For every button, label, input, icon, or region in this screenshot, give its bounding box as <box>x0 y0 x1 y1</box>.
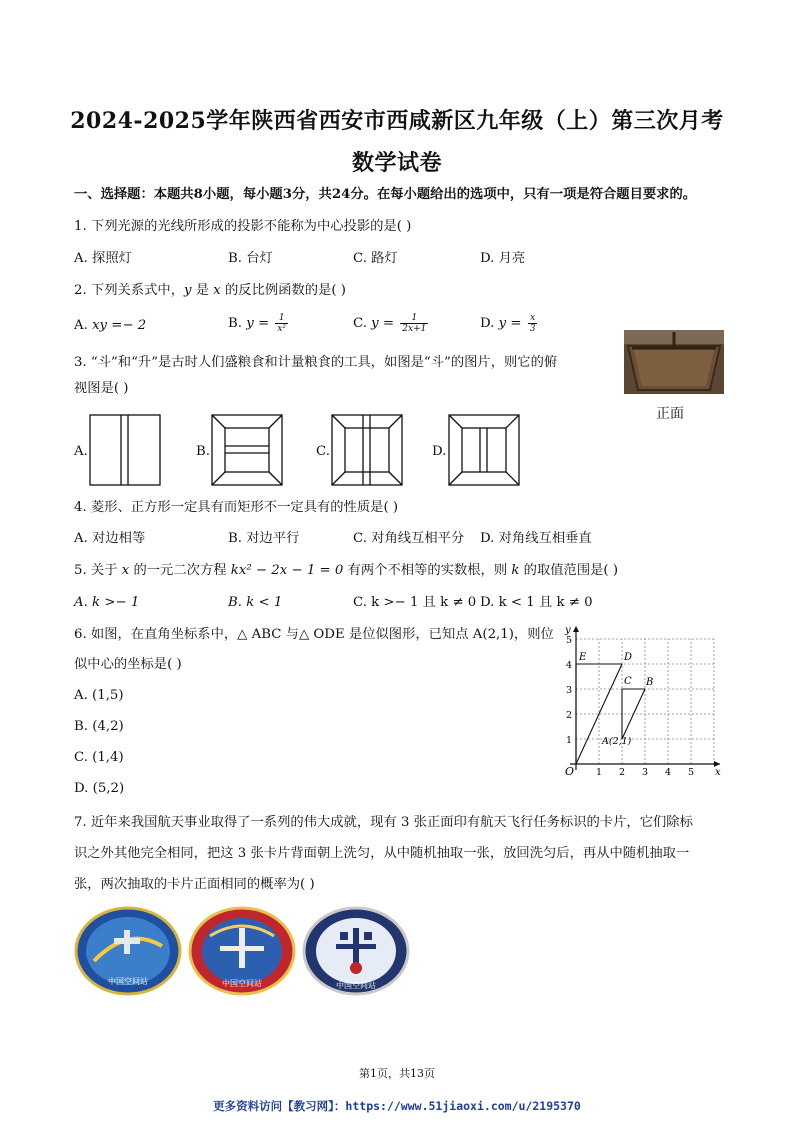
document-subtitle: 数学试卷 <box>351 150 442 176</box>
q3-option-c-label: C. <box>316 444 330 459</box>
q5-stem-mid: 的一元二次方程 <box>129 563 231 578</box>
dou-photo-caption: 正面 <box>656 406 684 422</box>
q5-option-a: A. k >− 1 <box>74 595 140 610</box>
q2-stem-suffix: 的反比例函数的是( ) <box>220 283 346 298</box>
q5-stem <box>74 562 618 580</box>
q4-option-d: D. 对角线互相垂直 <box>480 531 592 546</box>
q2-stem-y: y <box>184 283 192 298</box>
q7-stem-line1: 7. 近年来我国航天事业取得了一系列的伟大成就，现有 3 张正面印有航天飞行任务标识的卡片，它们除标 <box>74 815 693 830</box>
q2-option-b-lhs: y = <box>246 316 274 331</box>
q3-option-d-figure <box>448 414 520 486</box>
q6-stem-line2: 似中心的坐标是( ) <box>74 657 182 672</box>
q5-stem-suffix: 的取值范围是( ) <box>519 563 619 578</box>
q5-stem-mid2: 有两个不相等的实数根，则 <box>343 563 512 578</box>
q6-x-tick-label: 5 <box>688 767 695 776</box>
q6-option-d: D. (5,2) <box>74 781 125 796</box>
q4-stem: 4. 菱形、正方形一定具有而矩形不一定具有的性质是( ) <box>74 500 399 515</box>
q6-x-tick-label: 3 <box>642 767 649 776</box>
q3-option-d-label: D. <box>432 444 447 459</box>
q5-stem-equation: kx² − 2x − 1 = 0 <box>230 563 344 578</box>
q6-point-b-label: B <box>646 677 654 688</box>
q6-x-axis-label: x <box>715 767 721 776</box>
q2-option-a <box>74 317 146 335</box>
q6-y-axis-arrow <box>573 626 579 632</box>
mission-badge-3-image <box>302 906 410 996</box>
mission-badge-3-text: 中国空间站 <box>336 981 376 990</box>
q6-option-b: B. (4,2) <box>74 719 124 734</box>
q2-option-c-den: 2x+1 <box>402 324 427 334</box>
q7-stem-line3: 张，两次抽取的卡片正面相同的概率为( ) <box>74 877 315 892</box>
q5-stem-prefix: 5. 关于 <box>74 563 122 578</box>
q2-option-c-label: C. <box>353 316 372 331</box>
q2-option-c <box>353 313 430 334</box>
q6-point-d-label: D <box>624 652 633 663</box>
q6-y-tick-label: 1 <box>566 735 573 746</box>
q6-y-tick-label: 5 <box>566 635 573 646</box>
q2-option-b-num: 1 <box>275 313 288 324</box>
section-heading: 一、选择题：本题共8小题，每小题3分，共24分。在每小题给出的选项中，只有一项是符合题目要求的。 <box>74 187 697 202</box>
q4-option-c: C. 对角线互相平分 <box>353 531 465 546</box>
q1-option-a: A. 探照灯 <box>74 251 132 266</box>
q4-option-b: B. 对边平行 <box>228 531 300 546</box>
q2-option-a-label: A. <box>74 318 93 333</box>
q2-option-d <box>480 313 539 334</box>
q6-point-c-label: C <box>624 676 632 687</box>
page-number: 第1页，共13页 <box>359 1067 435 1080</box>
q2-stem-mid: 是 <box>191 283 214 298</box>
q6-x-tick-label: 2 <box>619 767 626 776</box>
q2-option-d-lhs: y = <box>498 316 526 331</box>
q3-option-b-figure <box>211 414 283 486</box>
q1-option-c: C. 路灯 <box>353 251 398 266</box>
q2-stem <box>74 282 346 300</box>
mission-badge-2-text: 中国空间站 <box>222 979 262 988</box>
q2-option-b <box>228 313 290 334</box>
resource-link[interactable]: 更多资料访问【教习网】：https://www.51jiaoxi.com/u/2195370 <box>213 1099 581 1113</box>
q6-option-a: A. (1,5) <box>74 688 124 703</box>
q1-option-b: B. 台灯 <box>228 251 273 266</box>
q6-y-tick-label: 4 <box>566 660 573 671</box>
q6-coordinate-graph <box>560 620 726 776</box>
document-title: 2024-2025学年陕西省西安市西咸新区九年级（上）第三次月考 <box>70 108 724 134</box>
q6-point-e-label: E <box>579 652 587 663</box>
q5-option-b: B. k < 1 <box>228 595 283 610</box>
q1-stem: 1. 下列光源的光线所形成的投影不能称为中心投影的是( ) <box>74 219 412 234</box>
q4-option-a: A. 对边相等 <box>74 531 146 546</box>
q2-option-c-lhs: y = <box>371 316 399 331</box>
q6-x-tick-label: 1 <box>596 767 603 776</box>
q2-option-b-den: x² <box>277 324 287 334</box>
mission-badge-1-image <box>74 906 182 996</box>
q5-option-d: D. k < 1 且 k ≠ 0 <box>480 595 593 610</box>
mission-badge-1-text: 中国空间站 <box>108 977 148 986</box>
q7-stem-line2: 识之外其他完全相同，把这 3 张卡片背面朝上洗匀，从中随机抽取一张，放回洗匀后，再从中随机抽取一 <box>74 846 690 861</box>
q2-stem-x: x <box>213 283 221 298</box>
q2-option-d-num: x <box>528 313 538 324</box>
q5-stem-k: k <box>511 563 520 578</box>
q2-stem-prefix: 2. 下列关系式中， <box>74 283 184 298</box>
q6-y-tick-label: 3 <box>566 685 573 696</box>
q3-stem-line1: 3. “斗”和“升”是古时人们盛粮食和计量粮食的工具，如图是“斗”的图片，则它的俯 <box>74 355 558 370</box>
q2-option-d-label: D. <box>480 316 499 331</box>
q6-y-tick-label: 2 <box>566 710 573 721</box>
q2-option-c-num: 1 <box>400 313 428 324</box>
q3-stem-line2: 视图是( ) <box>74 381 129 396</box>
q6-option-c: C. (1,4) <box>74 750 124 765</box>
dou-photo-image <box>624 330 724 394</box>
mission-badge-2-image <box>188 906 296 996</box>
q3-option-c-figure <box>331 414 403 486</box>
q3-option-b-label: B. <box>196 444 210 459</box>
q2-option-a-expr: xy =− 2 <box>92 318 147 333</box>
q6-stem-line1: 6. 如图，在直角坐标系中，△ ABC 与△ ODE 是位似图形，已知点 A(2,1)，则位 <box>74 627 554 642</box>
q3-option-a-label: A. <box>74 444 88 459</box>
q5-stem-x: x <box>121 563 130 578</box>
q2-option-b-label: B. <box>228 316 247 331</box>
q6-origin-label: O <box>565 765 575 776</box>
q2-option-d-den: 3 <box>529 324 536 334</box>
q3-option-a-figure <box>89 414 161 486</box>
q1-option-d: D. 月亮 <box>480 251 526 266</box>
q5-option-c: C. k >− 1 且 k ≠ 0 <box>353 595 477 610</box>
q6-x-tick-label: 4 <box>665 767 672 776</box>
q6-y-axis-label: y <box>565 625 571 636</box>
q6-point-a-label: A(2,1) <box>602 736 632 747</box>
